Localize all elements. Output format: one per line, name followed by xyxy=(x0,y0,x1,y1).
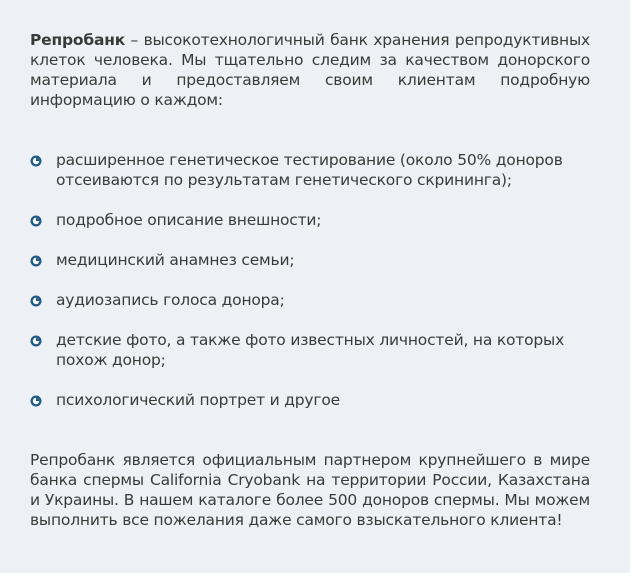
list-item xyxy=(30,390,590,410)
list-item xyxy=(30,150,590,190)
brand-name: Репробанк xyxy=(30,31,126,49)
list-item xyxy=(30,330,590,370)
bullet-icon xyxy=(30,395,42,407)
list-item xyxy=(30,290,590,310)
bullet-icon xyxy=(30,155,42,167)
intro-text: – высокотехнологичный банк хранения репродуктивных клеток человека. Мы тщательно следим за качеством донорского материала и предоставляем своим клиентам подробную информацию о каждом: xyxy=(30,31,590,109)
page-content xyxy=(30,30,590,529)
list-item-label: расширенное генетическое тестирование (около 50% доноров отсеиваются по результатам генетического скрининга); xyxy=(56,151,563,189)
list-item-label: аудиозапись голоса донора; xyxy=(56,291,285,309)
list-item-label: психологический портрет и другое xyxy=(56,391,340,409)
bullet-icon xyxy=(30,335,42,347)
outro-paragraph: Репробанк является официальным партнером крупнейшего в мире банка спермы California Cryobank на территории России, Казахстана и Украины. В нашем каталоге более 500 доноров спермы. Мы можем выполнить все пожелания даже самого взыскательного клиента! xyxy=(30,451,590,529)
list-item-label: медицинский анамнез семьи; xyxy=(56,251,295,269)
bullet-icon xyxy=(30,255,42,267)
list-item-label: детские фото, а также фото известных личностей, на которых похож донор; xyxy=(56,331,565,369)
list-item xyxy=(30,210,590,230)
bullet-icon xyxy=(30,215,42,227)
list-item xyxy=(30,250,590,270)
list-item-label: подробное описание внешности; xyxy=(56,211,322,229)
features-list xyxy=(30,150,590,430)
bullet-icon xyxy=(30,295,42,307)
intro-paragraph xyxy=(30,30,590,110)
